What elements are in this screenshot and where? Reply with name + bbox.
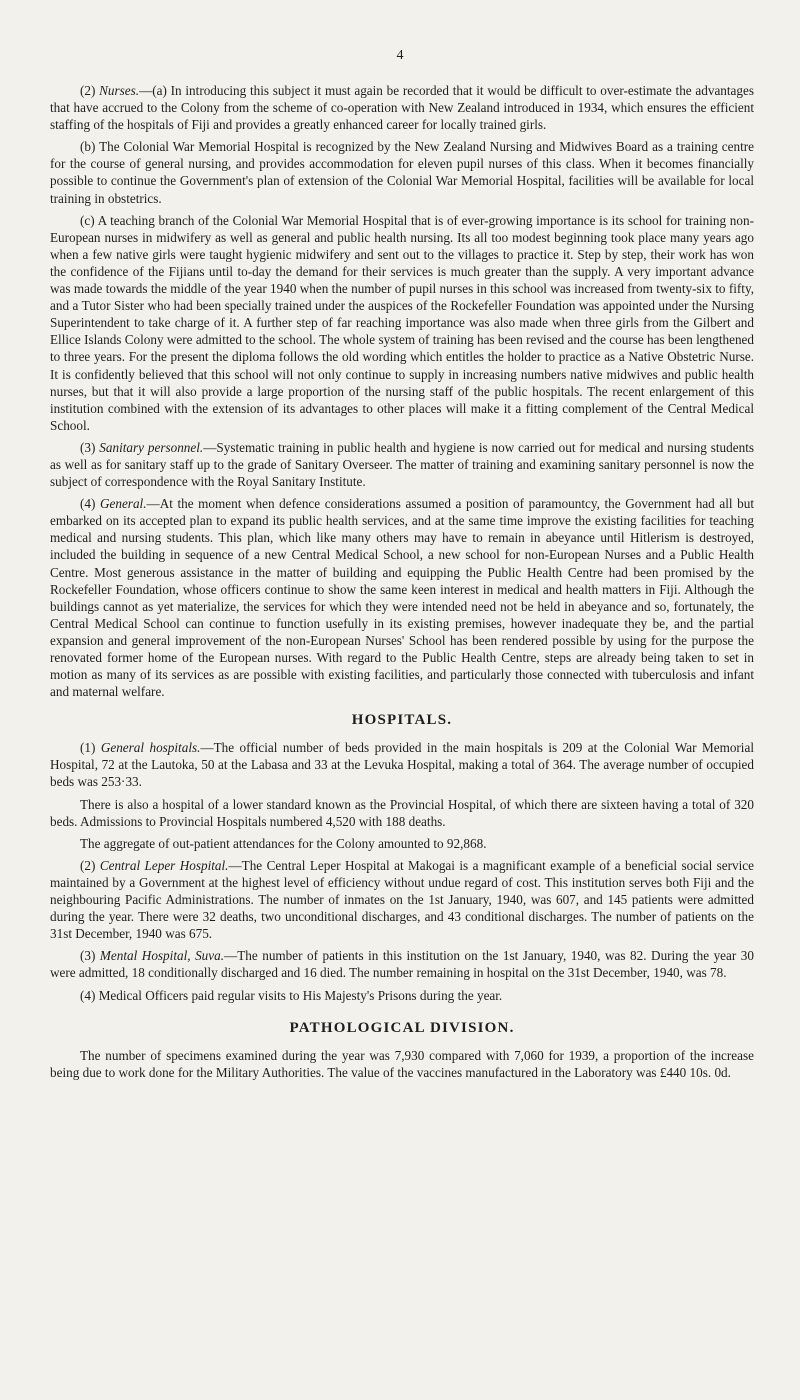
- paragraph-nurses-c: (c) A teaching branch of the Colonial War Memorial Hospital that is of ever-growing importance is its school for training non-European nurses in midwifery as well as general and public health nursing. Its all too modest beginning took place many years ago when a few native girls were taught hygienic midwifery and sent out to the villages to practice it. Step by step, their work has won the confidence of the Fijians until to-day the demand for their services is much greater than the supply. A very important advance was made towards the middle of the year 1940 when the number of pupil nurses in this school was increased from twenty-six to fifty, and a Tutor Sister who had been specially trained under the auspices of the Rockefeller Foundation was appointed under the Nursing Superintendent to take charge of it. A further step of far reaching importance was also made when three girls from the Gilbert and Ellice Islands Colony were admitted to the school. The whole system of training has been revised and the course has been lengthened to three years. For the present the diploma follows the old wording which entitles the holder to practice as a Native Obstetric Nurse. It is confidently believed that this school will not only continue to supply in increasing numbers native midwives and public health nurses, but that it will also provide a large proportion of the nursing staff of the public hospitals. The recent enlargement of this institution combined with the extension of its advantages to other places will make it a fitting complement of the Central Medical School.: [50, 212, 754, 433]
- paragraph-general-hospitals: (1) General hospitals.—The official number of beds provided in the main hospitals is 209 at the Colonial War Memorial Hospital, 72 at the Lautoka, 50 at the Labasa and 33 at the Levuka Hospital, making a total of 364. The average number of occupied beds was 253·33.: [50, 740, 754, 790]
- paragraph-out-patients: The aggregate of out-patient attendances for the Colony amounted to 92,868.: [80, 835, 487, 851]
- pathological-section: [50, 1047, 754, 1081]
- paragraph-general: (4) General.—At the moment when defence considerations assumed a position of paramountcy, the Government had all but embarked on its accepted plan to expand its public health services, and at the same time improve the existing facilities for teaching medical and nursing students. This plan, which like many others may have to remain in abeyance until Hitlerism is destroyed, included the building in sequence of a new Central Medical School, a new school for non-European Nurses and a Public Health Centre. Most generous assistance in the matter of building and equipping the Public Health Centre had been promised by the Rockefeller Foundation, whose officers continue to show the same keen interest in medical and health matters in Fiji. Although the buildings cannot as yet materialize, the services for which they were intended need not be held in abeyance and so, fortunately, the Central Medical School can continue to function usefully in its existing premises, however inadequate they be, and the partial expansion and general improvement of the non-European Nurses' School has been rendered possible by using for the purpose the renovated former home of the European nurses. With regard to the Public Health Centre, steps are already being taken to set in motion as many of its services as are possible with existing facilities, and particularly those connected with tuberculosis and infant and maternal welfare.: [50, 496, 754, 700]
- paragraph-provincial-hospitals: There is also a hospital of a lower standard known as the Provincial Hospital, of which there are sixteen having a total of 320 beds. Admissions to Provincial Hospitals numbered 4,520 with 188 deaths.: [50, 796, 754, 829]
- intro-section: [50, 82, 754, 700]
- paragraph-prisons: (4) Medical Officers paid regular visits to His Majesty's Prisons during the year.: [80, 987, 503, 1003]
- hospitals-heading: HOSPITALS.: [351, 712, 453, 729]
- page-number: 4: [396, 48, 404, 63]
- paragraph-leper-hospital: (2) Central Leper Hospital.—The Central Leper Hospital at Makogai is a magnificant example of a beneficial social service maintained by a Government at the highest level of efficiency without undue regard of cost. This institution serves both Fiji and the neighbouring Pacific Administrations. The number of inmates on the 1st January, 1940, was 607, and 145 patients were admitted during the year. There were 32 deaths, two unconditional discharges, and 43 conditional discharges. The number of patients on the 31st December, 1940 was 675.: [50, 857, 754, 942]
- paragraph-nurses-a: (2) Nurses.—(a) In introducing this subject it must again be recorded that it would be difficult to over-estimate the advantages that have accrued to the Colony from the scheme of co-operation with New Zealand introduced in 1934, which ensures the efficient staffing of the hospitals of Fiji and provides a greatly enhanced career for locally trained girls.: [50, 83, 754, 133]
- document-body: [50, 82, 754, 1086]
- paragraph-mental-hospital: (3) Mental Hospital, Suva.—The number of patients in this institution on the 1st January, 1940, was 82. During the year 30 were admitted, 18 conditionally discharged and 16 died. The number remaining in hospital on the 31st December, 1940, was 78.: [50, 948, 754, 981]
- hospitals-section: [50, 739, 754, 1003]
- paragraph-specimens: The number of specimens examined during the year was 7,930 compared with 7,060 for 1939, a proportion of the increase being due to work done for the Military Authorities. The value of the vaccines manufactured in the Laboratory was £440 10s. 0d.: [50, 1047, 754, 1080]
- paragraph-sanitary-personnel: (3) Sanitary personnel.—Systematic training in public health and hygiene is now carried out for medical and nursing students as well as for sanitary staff up to the grade of Sanitary Overseer. The matter of training and examining sanitary personnel is now the subject of correspondence with the Royal Sanitary Institute.: [50, 439, 754, 490]
- pathological-heading: PATHOLOGICAL DIVISION.: [289, 1019, 515, 1036]
- paragraph-nurses-b: (b) The Colonial War Memorial Hospital is recognized by the New Zealand Nursing and Midwives Board as a training centre for the course of general nursing, and provides accommodation for eleven pupil nurses of this class. When it becomes financially possible to continue the Government's plan of extension of the Colonial War Memorial Hospital, facilities will be available for local training in obstetrics.: [50, 139, 754, 206]
